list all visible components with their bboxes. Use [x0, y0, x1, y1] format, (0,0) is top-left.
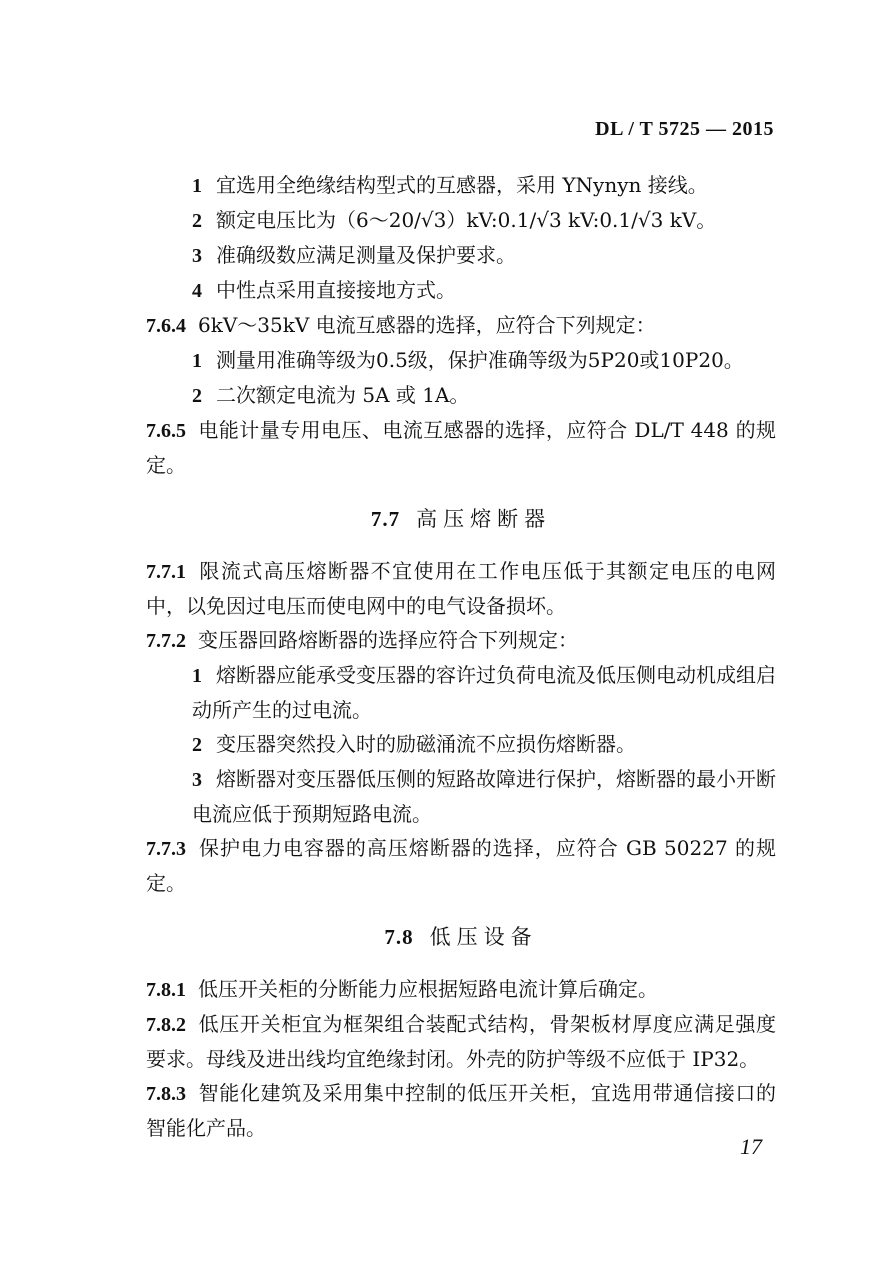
section-number: 7.7 [370, 507, 401, 531]
item-number: 4 [192, 280, 202, 302]
item-number: 2 [192, 210, 202, 232]
clause-number: 7.8.1 [146, 979, 186, 1001]
section-title: 低压设备 [429, 925, 538, 949]
clause-paragraph [146, 1076, 776, 1145]
item-text: 变压器突然投入时的励磁涌流不应损伤熔断器。 [216, 732, 636, 756]
item-text: 二次额定电流为 5A 或 1A。 [216, 383, 470, 407]
item-text: 熔断器应能承受变压器的容许过负荷电流及低压侧电动机成组启动所产生的过电流。 [192, 663, 776, 722]
list-item [146, 168, 776, 203]
clause-paragraph [146, 308, 776, 343]
clause-text: 低压开关柜的分断能力应根据短路电流计算后确定。 [198, 977, 658, 1001]
clause-text: 低压开关柜宜为框架组合装配式结构，骨架板材厚度应满足强度要求。母线及进出线均宜绝缘封闭。外壳的防护等级不应低于 IP32。 [146, 1012, 776, 1071]
list-item [146, 762, 776, 831]
clause-text: 变压器回路熔断器的选择应符合下列规定： [198, 628, 578, 652]
list-item [146, 343, 776, 378]
clause-paragraph [146, 831, 776, 900]
clause-number: 7.6.4 [146, 315, 186, 337]
clause-paragraph [146, 554, 776, 623]
item-text: 额定电压比为（6～20/√3）kV:0.1/√3 kV:0.1/√3 kV。 [216, 208, 717, 232]
clause-text: 限流式高压熔断器不宜使用在工作电压低于其额定电压的电网中，以免因过电压而使电网中的电气设备损坏。 [146, 559, 776, 618]
page-body [146, 168, 776, 1145]
clause-paragraph [146, 1007, 776, 1076]
section-heading [146, 502, 776, 536]
clause-number: 7.6.5 [146, 420, 186, 442]
item-text: 熔断器对变压器低压侧的短路故障进行保护，熔断器的最小开断电流应低于预期短路电流。 [192, 767, 776, 826]
item-text: 准确级数应满足测量及保护要求。 [216, 243, 516, 267]
section-heading [146, 920, 776, 954]
clause-text: 智能化建筑及采用集中控制的低压开关柜，宜选用带通信接口的智能化产品。 [146, 1081, 776, 1140]
clause-text: 电能计量专用电压、电流互感器的选择，应符合 DL/T 448 的规定。 [146, 418, 776, 477]
section-number: 7.8 [384, 925, 414, 949]
item-number: 1 [192, 665, 202, 687]
item-number: 3 [192, 245, 202, 267]
list-item [146, 238, 776, 273]
list-item [146, 378, 776, 413]
clause-number: 7.7.3 [146, 838, 186, 860]
list-item [146, 203, 776, 238]
item-number: 1 [192, 175, 202, 197]
standard-code-header: DL / T 5725 — 2015 [595, 118, 774, 140]
item-text: 测量用准确等级为0.5级，保护准确等级为5P20或10P20。 [216, 348, 744, 372]
clause-text: 6kV～35kV 电流互感器的选择，应符合下列规定： [198, 313, 656, 337]
clause-number: 7.7.1 [146, 561, 186, 583]
list-item [146, 727, 776, 762]
item-number: 2 [192, 385, 202, 407]
list-item [146, 658, 776, 727]
item-number: 3 [192, 769, 202, 791]
item-number: 1 [192, 350, 202, 372]
page-number: 17 [740, 1134, 762, 1159]
clause-text: 保护电力电容器的高压熔断器的选择，应符合 GB 50227 的规定。 [146, 836, 776, 895]
clause-paragraph [146, 413, 776, 482]
item-number: 2 [192, 734, 202, 756]
item-text: 宜选用全绝缘结构型式的互感器，采用 YNynyn 接线。 [216, 173, 708, 197]
clause-paragraph [146, 972, 776, 1007]
clause-number: 7.8.2 [146, 1014, 186, 1036]
clause-number: 7.7.2 [146, 630, 186, 652]
section-title: 高压熔断器 [416, 507, 552, 531]
item-text: 中性点采用直接接地方式。 [216, 278, 456, 302]
clause-number: 7.8.3 [146, 1083, 186, 1105]
list-item [146, 273, 776, 308]
clause-paragraph [146, 623, 776, 658]
